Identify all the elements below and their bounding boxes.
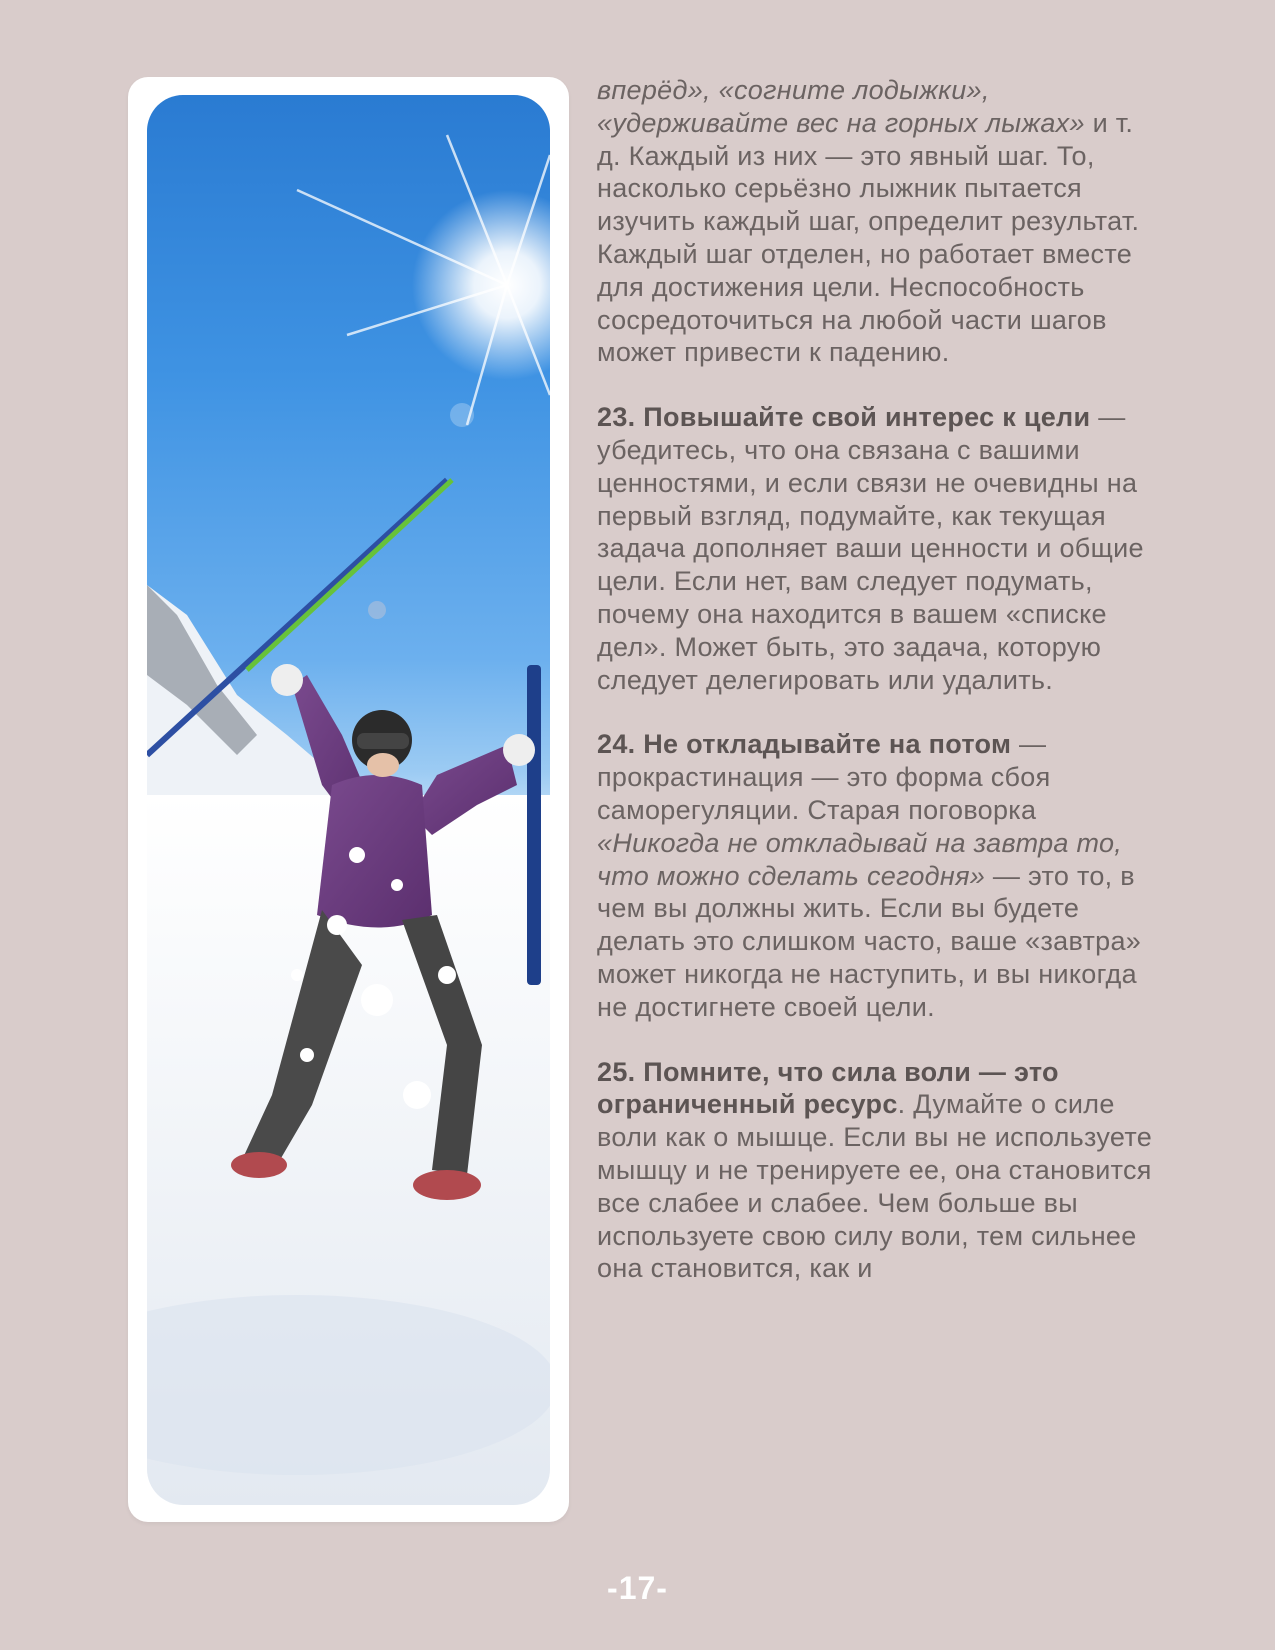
tip-23 bbox=[597, 401, 1157, 696]
tip-text: — прокрастинация — это форма сбоя саморегуляции. Старая поговорка bbox=[597, 729, 1051, 825]
skier-photo bbox=[147, 95, 550, 1505]
paragraph-text: и т. д. Каждый из них — это явный шаг. То, насколько серьёзно лыжник пытается изучить каждый шаг, определит результат. Каждый шаг отделен, но работает вместе для достижения цели. Неспособность сосредоточиться на любой части шагов может привести к падению. bbox=[597, 107, 1140, 368]
tip-heading: 25. Помните, что сила воли — это ограниченный ресурс bbox=[597, 1056, 1059, 1120]
paragraph-continuation bbox=[597, 74, 1157, 369]
skier-illustration bbox=[147, 95, 550, 1505]
photo-frame bbox=[128, 77, 569, 1522]
tip-heading: 24. Не откладывайте на потом bbox=[597, 729, 1012, 760]
tip-text: — убедитесь, что она связана с вашими ценностями, и если связи не очевидны на первый взгляд, подумайте, как текущая задача дополняет ваши ценности и общие цели. Если нет, вам следует подумать, почему она находится в вашем «списке дел». Может быть, это задача, которую следует делегировать или удалить. bbox=[597, 402, 1144, 695]
italic-quote: «Никогда не откладывай на завтра то, что можно сделать сегодня» bbox=[597, 827, 1123, 891]
tip-text: — это то, в чем вы должны жить. Если вы будете делать это слишком часто, ваше «завтра» может никогда не наступить, и вы никогда не достигнете своей цели. bbox=[597, 860, 1142, 1022]
italic-quote: вперёд», «согните лодыжки», «удерживайте вес на горных лыжах» bbox=[597, 75, 1085, 138]
article-text bbox=[597, 74, 1157, 1317]
tip-24 bbox=[597, 728, 1157, 1023]
tip-25 bbox=[597, 1056, 1157, 1286]
page-number: -17- bbox=[607, 1570, 668, 1606]
tip-text: . Думайте о силе воли как о мышце. Если вы не используете мышцу и не тренируете ее, она становится все слабее и слабее. Чем больше вы используете свою силу воли, тем сильнее она становится, как и bbox=[597, 1089, 1153, 1284]
tip-heading: 23. Повышайте свой интерес к цели bbox=[597, 402, 1091, 433]
skier-jacket bbox=[317, 775, 432, 928]
